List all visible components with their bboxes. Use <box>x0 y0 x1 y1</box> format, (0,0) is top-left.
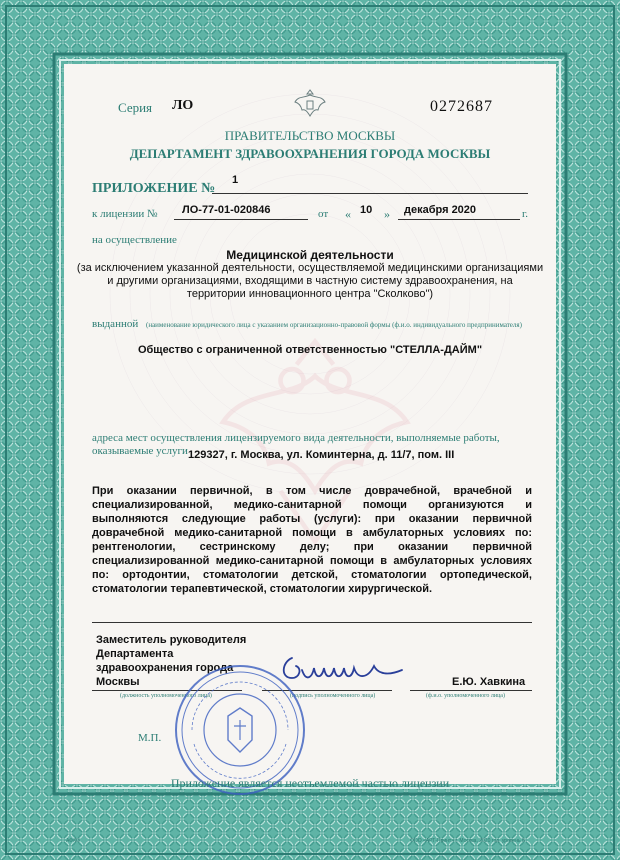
open-quote: « <box>345 207 351 221</box>
activity-label: на осуществление <box>92 234 177 246</box>
issued-label: выданной <box>92 318 139 330</box>
license-day: 10 <box>360 204 373 216</box>
activity-title: Медицинской деятельности <box>226 248 394 262</box>
license-ref-underline <box>174 219 308 220</box>
license-date-underline <box>398 219 520 220</box>
caption-position: (должность уполномоченного лица) <box>120 693 212 699</box>
series-label: Серия <box>118 100 153 115</box>
license-ref-number: ЛО-77-01-020846 <box>182 204 271 216</box>
series-value: ЛО <box>172 98 194 113</box>
appendix-number-underline <box>212 193 528 194</box>
year-suffix: г. <box>522 208 529 220</box>
license-ref-label: к лицензии № <box>92 208 158 220</box>
activity-desc-line1: (за исключением указанной деятельности, осуществляемой медицинскими организациями <box>76 262 544 274</box>
appendix-label: ПРИЛОЖЕНИЕ № <box>92 181 216 196</box>
coat-of-arms-icon <box>292 86 328 122</box>
name-underline <box>410 690 532 691</box>
services-description: При оказании первичной, в том числе доврачебной, врачебной и специализированной, медико-санитарной помощи организуются и выполняются следующие работы (услуги): при оказании первичной доврачебной медико-санитарной помощи в амбулаторных условиях по: рентгенологии, сестринскому делу; при оказании первичной специализированной медико-санитарной помощи в амбулаторных условиях по: ортодонтии, стоматологии детской, стоматологии ортопедической, стоматологии терапевтической, стоматологии хирургической. <box>92 485 532 595</box>
close-quote: » <box>384 207 390 221</box>
activity-desc-line2: и другими организациями, входящими в частную систему здравоохранения, на <box>107 275 513 287</box>
signatory-position-line3: здравоохранения города <box>96 662 234 674</box>
printer-imprint: ООО «АРТ-Принт» г. Москва, 2020 год, уровень Б <box>410 838 526 844</box>
signatory-position-line2: Департамента <box>96 648 174 660</box>
signatory-position-line1: Заместитель руководителя <box>96 634 247 646</box>
appendix-number: 1 <box>232 174 239 186</box>
license-form-number: 0272687 <box>430 98 493 115</box>
from-label: от <box>318 208 329 220</box>
address-value: 129327, г. Москва, ул. Коминтерна, д. 11/7, пом. III <box>188 449 455 461</box>
org-name-line1: ПРАВИТЕЛЬСТВО МОСКВЫ <box>224 128 396 143</box>
company-name: Общество с ограниченной ответственностью "СТЕЛЛА-ДАЙМ" <box>137 344 483 356</box>
license-month-year: декабря 2020 <box>404 204 477 216</box>
activity-desc-line3: территории инновационного центра "Сколково") <box>186 288 434 300</box>
address-label-line2: оказываемые услуги <box>92 445 188 457</box>
mp-label: М.П. <box>138 732 162 744</box>
signatory-name: Е.Ю. Хавкина <box>452 676 526 688</box>
org-name-line2: ДЕПАРТАМЕНТ ЗДРАВООХРАНЕНИЯ ГОРОДА МОСКВЫ <box>129 146 491 161</box>
caption-signature: (подпись уполномоченного лица) <box>290 693 376 699</box>
footer-note: Приложение является неотъемлемой частью лицензии <box>170 776 450 790</box>
signatory-position-line4: Москвы <box>96 676 140 688</box>
address-label-line1: адреса мест осуществления лицензируемого вида деятельности, выполняемые работы, <box>92 432 500 444</box>
issued-caption: (наименование юридического лица с указанием организационно-правовой формы (ф.и.о. индивидуального предпринимателя) <box>146 321 522 329</box>
signature-area-top-line <box>92 622 532 623</box>
caption-name: (ф.и.о. уполномоченного лица) <box>426 693 505 699</box>
form-code: АФ/03 <box>66 838 80 844</box>
